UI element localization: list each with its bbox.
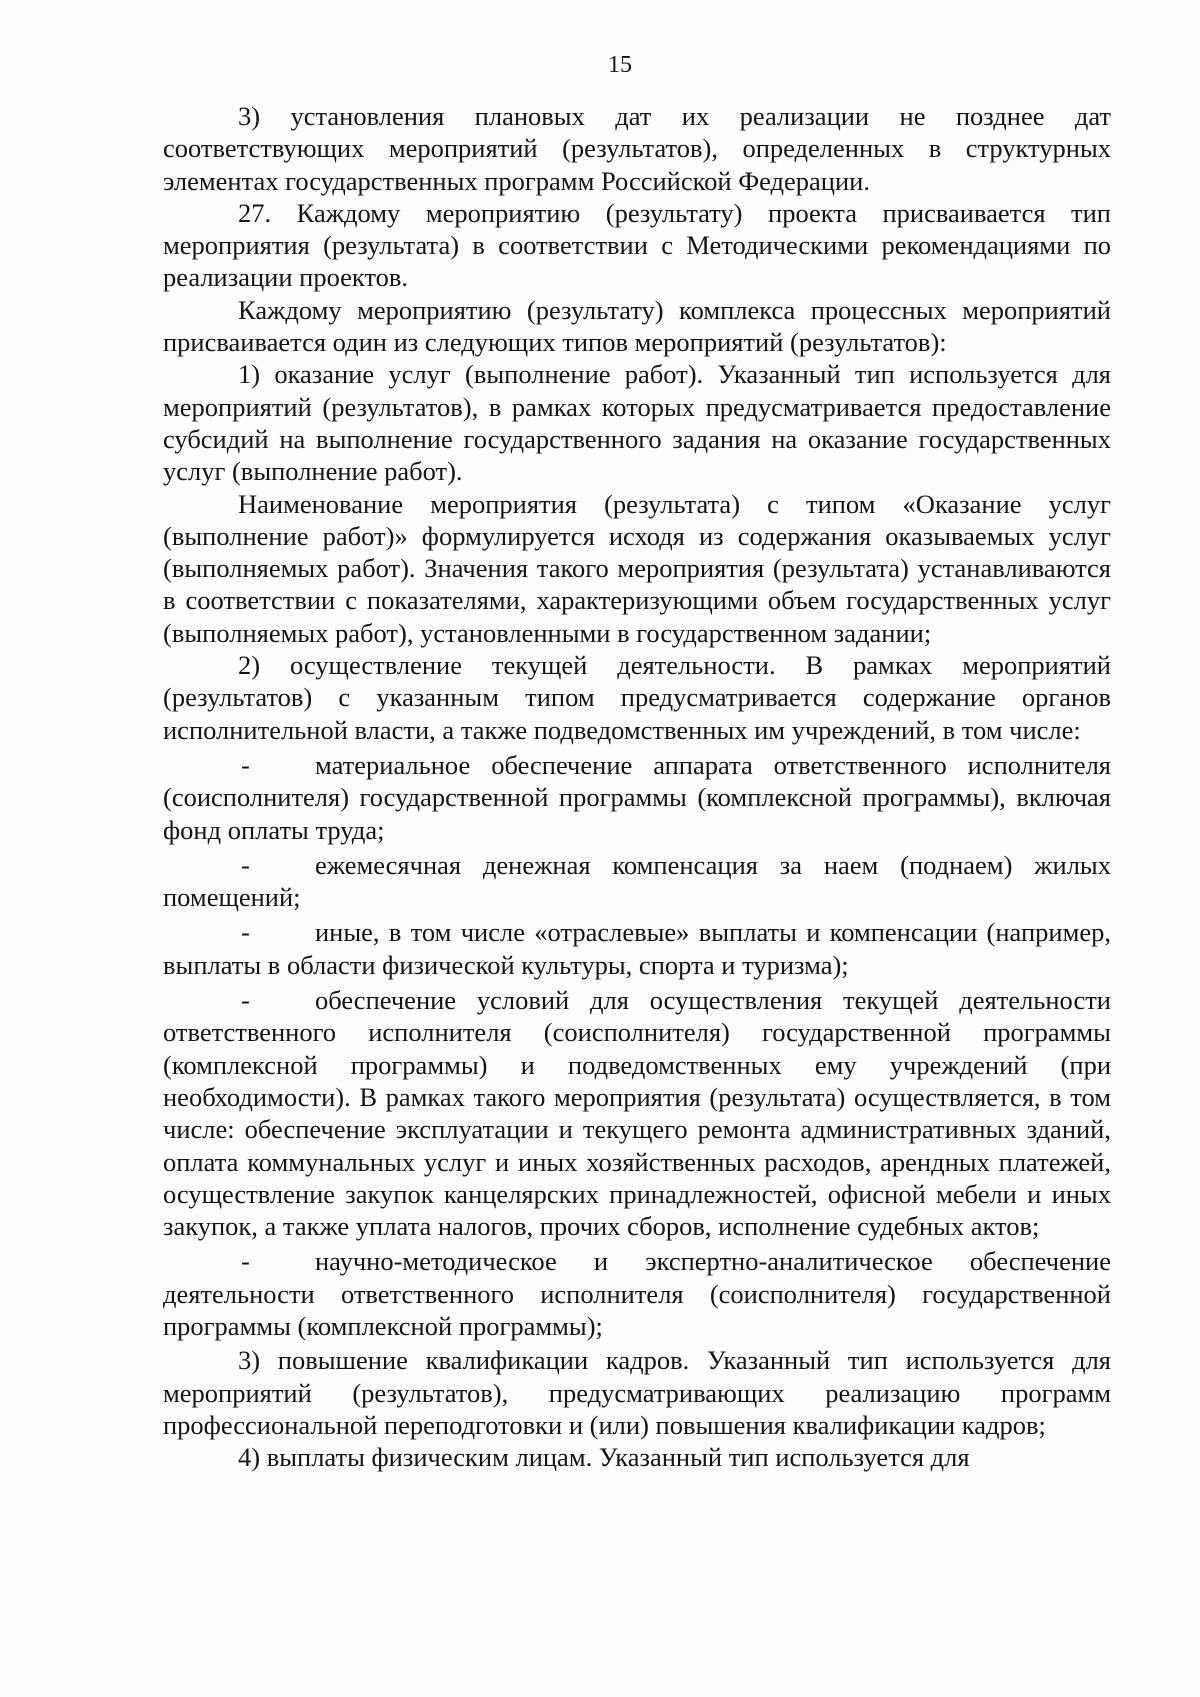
paragraph-27: 27. Каждому мероприятию (результату) проекта присваивается тип мероприятия (результата) в соответствии с Методическими рекомендациями по реализации проектов. — [163, 197, 1111, 293]
list-item-text: ежемесячная денежная компенсация за наем (поднаем) жилых помещений; — [163, 849, 1111, 913]
list-item — [163, 916, 1111, 981]
paragraph-process-types-intro: Каждому мероприятию (результату) комплекса процессных мероприятий присваивается один из следующих типов мероприятий (результатов): — [163, 294, 1111, 358]
paragraph-item-3: 3) установления плановых дат их реализации не позднее дат соответствующих мероприятий (результатов), определенных в структурных элементах государственных программ Российской Федерации. — [163, 101, 1111, 196]
list-item — [163, 849, 1111, 914]
paragraph-type-1-services: 1) оказание услуг (выполнение работ). Указанный тип используется для мероприятий (результатов), в рамках которых предусматривается предоставление субсидий на выполнение государственного задания на оказание государственных услуг (выполнение работ). — [163, 359, 1111, 487]
paragraph-type-2-current-activity: 2) осуществление текущей деятельности. В рамках мероприятий (результатов) с указанным типом предусматривается содержание органов исполнительной власти, а также подведомственных им учреждений, в том числе: — [163, 650, 1111, 745]
page-number: 15 — [608, 52, 632, 78]
paragraph-services-naming: Наименование мероприятия (результата) с типом «Оказание услуг (выполнение работ)» формулируется исходя из содержания оказываемых услуг (выполняемых работ). Значения такого мероприятия (результата) устанавливаются в соответствии с показателями, характеризующими объем государственных услуг (выполняемых работ), установленными в государственном задании; — [163, 488, 1111, 648]
list-item — [163, 749, 1111, 846]
paragraph-type-3-training: 3) повышение квалификации кадров. Указанный тип используется для мероприятий (результатов), предусматривающих реализацию программ профессиональной переподготовки и (или) повышения квалификации кадров; — [163, 1345, 1111, 1440]
list-dash: - — [241, 917, 250, 948]
list-dash: - — [241, 849, 250, 880]
document-body — [163, 100, 1111, 1473]
list-dash: - — [241, 1246, 250, 1277]
list-item-text: обеспечение условий для осуществления текущей деятельности ответственного исполнителя (соисполнителя) государственной программы (комплексной программы) и подведомственных ему учреждений (при необходимости). В рамках такого мероприятия (результата) осуществляется, в том числе: обеспечение эксплуатации и текущего ремонта административных зданий, оплата коммунальных услуг и иных хозяйственных расходов, арендных платежей, осуществление закупок канцелярских принадлежностей, офисной мебели и иных закупок, а также уплата налогов, прочих сборов, исполнение судебных актов; — [163, 985, 1111, 1242]
list-item — [163, 984, 1111, 1242]
list-item — [163, 1245, 1111, 1342]
paragraph-type-4-payments: 4) выплаты физическим лицам. Указанный тип используется для — [238, 1442, 970, 1473]
list-dash: - — [241, 985, 250, 1016]
list-item-text: научно-методическое и экспертно-аналитическое обеспечение деятельности ответственного исполнителя (соисполнителя) государственной программы (комплексной программы); — [163, 1246, 1111, 1341]
list-item-text: иные, в том числе «отраслевые» выплаты и компенсации (например, выплаты в области физической культуры, спорта и туризма); — [163, 917, 1111, 980]
list-item-text: материальное обеспечение аппарата ответственного исполнителя (соисполнителя) государственной программы (комплексной программы), включая фонд оплаты труда; — [163, 749, 1111, 845]
list-dash: - — [241, 749, 250, 780]
